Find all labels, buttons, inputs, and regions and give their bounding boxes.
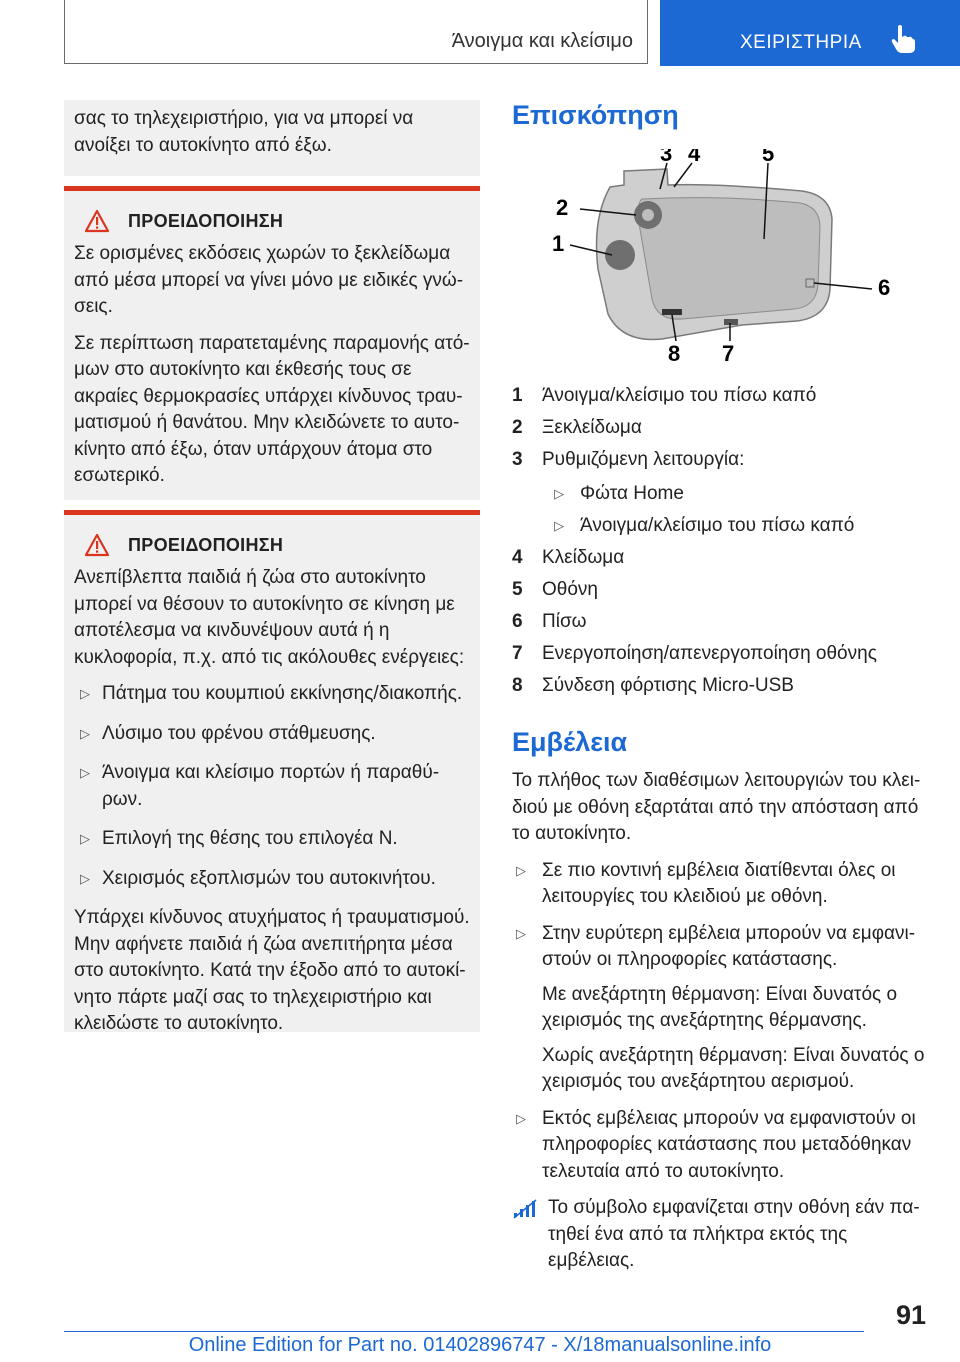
overview-heading: Επισκόπηση	[512, 100, 679, 130]
section-title: Άνοιγμα και κλείσιμο	[451, 30, 633, 52]
triangle-bullet-icon: ▷	[80, 870, 90, 886]
warning-box-2	[64, 510, 480, 1032]
list-item: 5 Οθόνη	[512, 579, 598, 600]
footer-text: Online Edition for Part no. 01402896747 - X/18	[188, 1334, 605, 1356]
figure-label: 5	[762, 149, 775, 166]
footer-divider	[64, 1331, 864, 1332]
warning-triangle-icon	[84, 209, 110, 233]
list-item: 6 Πίσω	[512, 611, 587, 632]
signal-out-of-range-icon	[512, 1199, 538, 1219]
triangle-bullet-icon: ▷	[516, 1110, 526, 1126]
triangle-bullet-icon: ▷	[554, 518, 564, 533]
figure-label: 6	[878, 275, 891, 300]
intro-text: σας το τηλεχειριστήριο, για να μπορεί να ανοίξει το αυτοκίνητο από έξω.	[74, 108, 414, 156]
footer	[0, 1334, 960, 1357]
list-item: 4 Κλείδωμα	[512, 547, 625, 568]
range-subtext: Χωρίς ανεξάρτητη θέρμανση: Είναι δυνατός ο χειρισμός του ανεξάρτητου αερισμού.	[542, 1044, 925, 1092]
hand-pointer-icon	[890, 24, 916, 54]
header-bar	[64, 0, 648, 64]
range-list	[512, 858, 932, 1186]
tab-label: ΧΕΙΡΙΣΤΗΡΙΑ	[740, 32, 862, 53]
header-tab[interactable]	[660, 0, 960, 66]
warning-text: Σε περίπτωση παρατεταμένης παραμονής ατόμων στο αυτοκίνητο και έκθεσής τους σε ακραίες θερμοκρασίες υπάρχει κίνδυνος τραυματισμού ή θανάτου. Μην κλειδώνετε το αυτοκίνητο από έξω, όταν υπάρχουν άτομα στο εσωτερικό.	[74, 332, 470, 486]
footer-brand: manualsonline.info	[604, 1334, 772, 1356]
warning-title: ΠΡΟΕΙΔΟΠΟΙΗΣΗ	[128, 210, 284, 231]
list-item: ▷ Λύσιμο του φρένου στάθμευσης.	[74, 721, 470, 748]
page-number: 91	[895, 1300, 926, 1330]
figure-label: 8	[668, 341, 681, 366]
triangle-bullet-icon: ▷	[80, 686, 90, 701]
list-item: 8 Σύνδεση φόρτισης Micro-USB	[512, 675, 794, 696]
right-column	[512, 100, 932, 1275]
warning-heading	[74, 533, 470, 557]
sub-list	[542, 481, 932, 539]
warning-triangle-icon	[84, 533, 110, 557]
warning-heading	[74, 209, 470, 233]
list-item: 2 Ξεκλείδωμα	[512, 417, 642, 438]
triangle-bullet-icon: ▷	[554, 486, 564, 501]
warning-bullet-list	[74, 681, 470, 892]
figure-label: 7	[722, 341, 735, 366]
triangle-bullet-icon: ▷	[80, 765, 90, 780]
triangle-bullet-icon: ▷	[80, 831, 90, 846]
range-intro: Το πλήθος των διαθέσιμων λειτουργιών του κλειδιού με οθόνη εξαρτάται από την απόσταση από το αυτοκίνητο.	[512, 770, 921, 844]
list-item: ▷ Άνοιγμα και κλείσιμο πορτών ή παραθύρων.	[80, 762, 440, 810]
list-item: ▷ Στην ευρύτερη εμβέλεια μπορούν να εμφανιστούν οι πληροφορίες κατάστασης. Με ανεξάρτητη θέρμανση: Είναι δυνατός ο χειρισμός της ανεξάρτητης θέρμανσης. Χωρίς ανεξάρτητη θέρμανση: Είναι δυνατός ο χειρισμός του ανεξάρτητου αερισμού.	[512, 921, 932, 1096]
list-item: 3 Ρυθμιζόμενη λειτουργία: ▷ Φώτα Home ▷ Άνοιγμα/κλείσιμο του πίσω καπό	[512, 447, 932, 539]
triangle-bullet-icon: ▷	[516, 862, 526, 878]
list-item: ▷ Άνοιγμα/κλείσιμο του πίσω καπό	[542, 513, 932, 539]
list-item: ▷ Επιλογή της θέσης του επιλογέα N.	[74, 826, 470, 853]
figure-label: 3	[660, 149, 673, 166]
warning-text: Σε ορισμένες εκδόσεις χωρών το ξεκλείδωμα από μέσα μπορεί να γίνει μόνο με ειδικές γνώσεις.	[74, 243, 464, 317]
list-item: 7 Ενεργοποίηση/απενεργοποίηση οθόνης	[512, 643, 877, 664]
figure-label: 4	[688, 149, 701, 166]
list-item: ▷ Χειρισμός εξοπλισμών του αυτοκινήτου.	[74, 866, 470, 893]
warning-text: Ανεπίβλεπτα παιδιά ή ζώα στο αυτοκίνητο μπορεί να θέσουν το αυτοκίνητο σε κίνηση με αποτέλεσμα να κινδυνέψουν αυτά ή η κυκλοφορία, π.χ. από τις ακόλουθες ενέργειες:	[74, 567, 465, 668]
triangle-bullet-icon: ▷	[516, 925, 526, 941]
list-item: 1 Άνοιγμα/κλείσιμο του πίσω καπό	[512, 385, 817, 406]
figure-label: 2	[556, 195, 569, 220]
warning-title: ΠΡΟΕΙΔΟΠΟΙΗΣΗ	[128, 534, 284, 555]
list-item: ▷ Φώτα Home	[542, 481, 932, 507]
warning-text: Υπάρχει κίνδυνος ατυχήματος ή τραυματισμού. Μην αφήνετε παιδιά ή ζώα ανεπιτήρητα μέσα στο αυτοκίνητο. Κατά την έξοδο από το αυτοκίνητο πάρτε μαζί σας το τηλεχειριστήριο και κλειδώστε το αυτοκίνητο.	[74, 907, 470, 1034]
list-item: ▷ Σε πιο κοντινή εμβέλεια διατίθενται όλες οι λειτουργίες του κλειδιού με οθόνη.	[516, 859, 896, 907]
triangle-bullet-icon: ▷	[80, 725, 90, 741]
range-heading: Εμβέλεια	[512, 727, 628, 757]
range-subtext: Με ανεξάρτητη θέρμανση: Είναι δυνατός ο χειρισμός της ανεξάρτητης θέρμανσης.	[542, 983, 898, 1031]
intro-box	[64, 100, 480, 176]
list-item: ▷ Εκτός εμβέλειας μπορούν να εμφανιστούν οι πληροφορίες κατάστασης που μεταδόθηκαν τελευταία από το αυτοκίνητο.	[516, 1107, 916, 1182]
overview-list	[512, 383, 932, 699]
figure-label: 1	[552, 231, 565, 256]
list-item: ▷ Πάτημα του κουμπιού εκκίνησης/διακοπής.	[74, 681, 470, 708]
warning-box-1	[64, 186, 480, 500]
key-illustration	[512, 149, 902, 369]
range-note: Το σύμβολο εμφανίζεται στην οθόνη εάν πατηθεί ένα από τα πλήκτρα εκτός της εμβέλειας.	[512, 1195, 932, 1275]
display-key-diagram	[512, 149, 902, 369]
